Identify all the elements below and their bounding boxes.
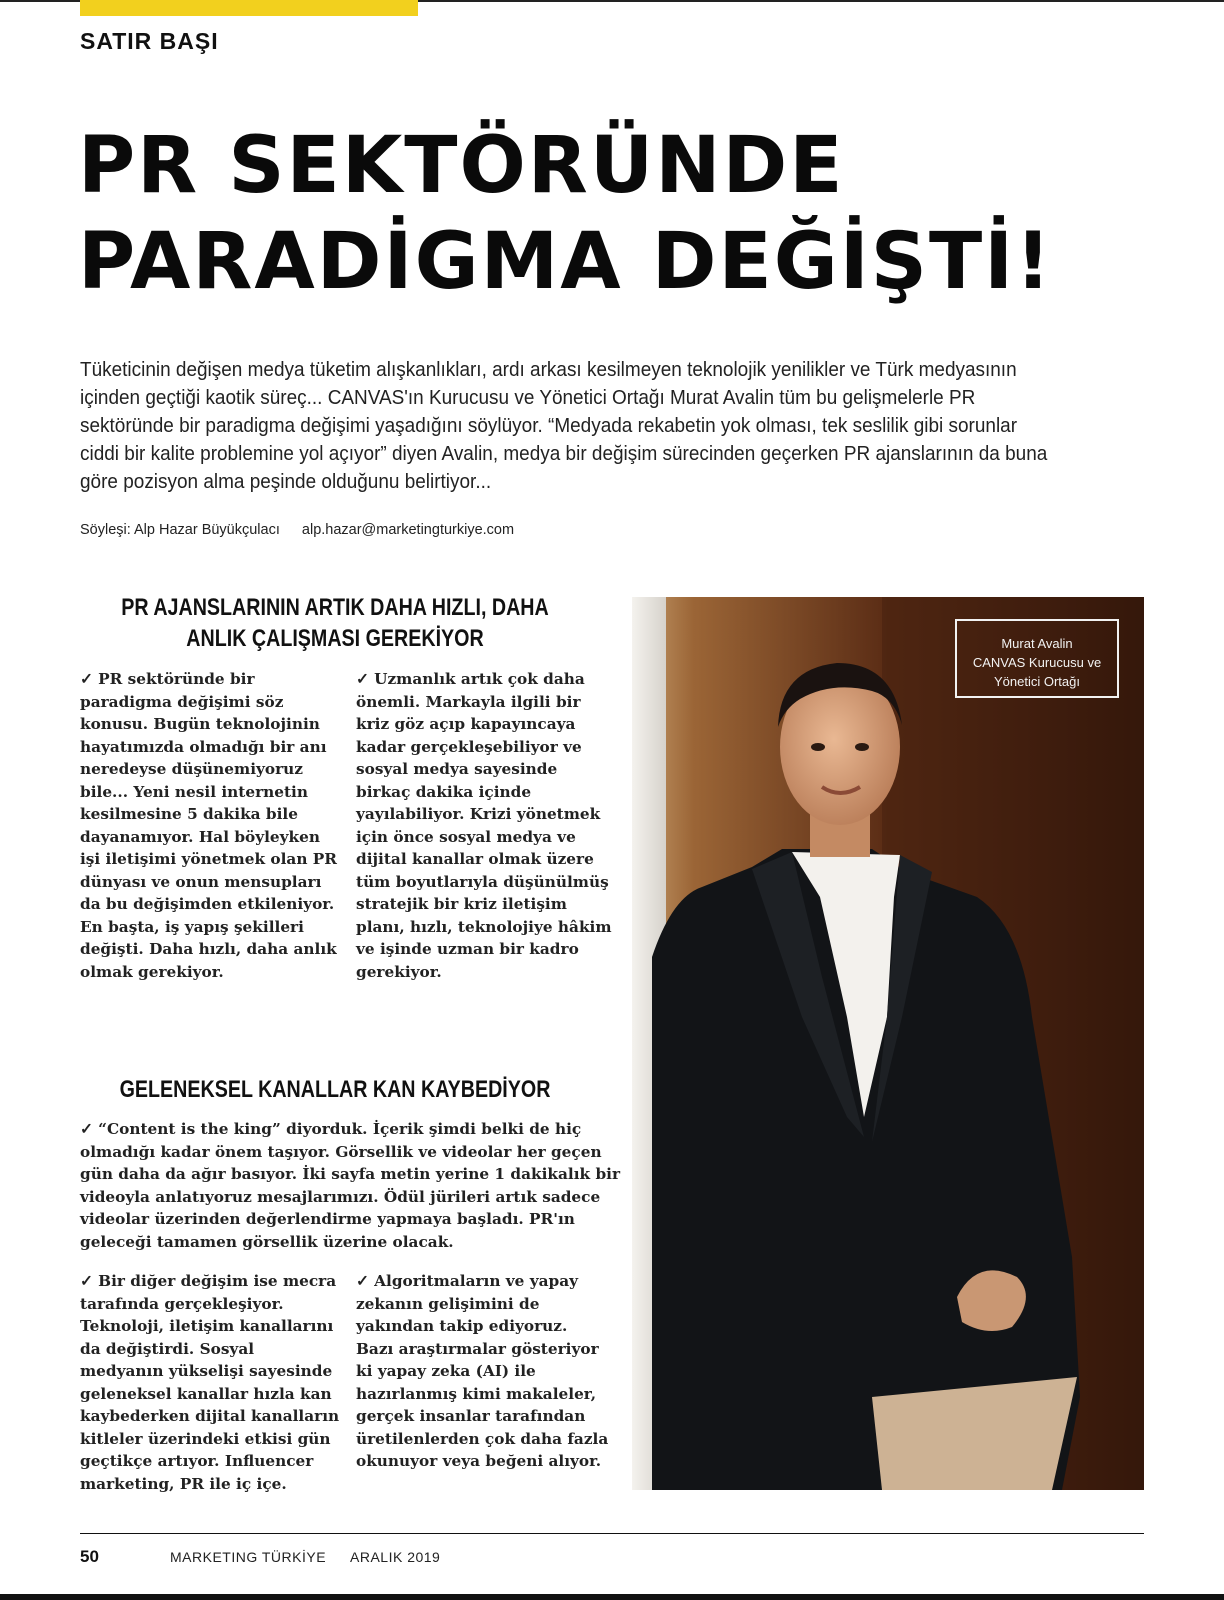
issue-date: ARALIK 2019: [350, 1549, 441, 1565]
text-line: olmadığı kadar önem taşıyor. Görsellik ve videolar her geçen: [80, 1142, 602, 1161]
text-line: En başta, iş yapış şekilleri: [80, 917, 304, 936]
section2-wide-paragraph: [80, 1118, 620, 1253]
caption-line: Murat Avalin: [1001, 636, 1073, 651]
page-number: 50: [80, 1547, 99, 1566]
text-line: kesilmesine 5 dakika bile: [80, 805, 298, 823]
text-line: hazırlanmış kimi makaleler,: [356, 1384, 597, 1403]
text-line: geleneksel kanallar hızla kan: [80, 1384, 332, 1403]
text-line: da değiştirdi. Sosyal: [80, 1339, 255, 1358]
section2-column-2: [356, 1270, 608, 1473]
text-line: kadar gerçekleşebiliyor ve: [356, 737, 582, 756]
text-line: konusu. Bugün teknolojinin: [80, 715, 320, 733]
headline: [78, 118, 1158, 310]
text-line: geçtikçe artıyor. Influencer: [80, 1452, 314, 1470]
accent-bar: [80, 0, 418, 16]
footer-rule: [80, 1533, 1144, 1534]
text-line: dijital kanallar olmak üzere: [356, 850, 594, 868]
section1-column-2: [356, 668, 612, 983]
text-line: ve işinde uzman bir kadro: [356, 940, 579, 958]
section-label: SATIR BAŞI: [80, 28, 219, 54]
text-line: yayılabiliyor. Krizi yönetmek: [356, 805, 601, 823]
text-line: gerçek insanlar tarafından: [356, 1407, 586, 1425]
text-line: ki yapay zeka (AI) ile: [356, 1362, 536, 1380]
photo-caption: [955, 619, 1119, 698]
text-line: olmak gerekiyor.: [80, 962, 224, 981]
bottom-edge: [0, 1594, 1224, 1600]
text-line: işi iletişimi yönetmek olan PR: [80, 850, 337, 868]
text-line: değişti. Daha hızlı, daha anlık: [80, 940, 337, 958]
subheading-traditional-channels: [93, 1074, 577, 1105]
text-line: gün daha da ağır basıyor. İki sayfa metin yerine 1 dakikalık bir: [80, 1165, 621, 1183]
text-line: yakından takip ediyoruz.: [356, 1317, 568, 1335]
text-line: kriz göz açıp kapayıncaya: [356, 715, 576, 733]
byline-email[interactable]: alp.hazar@marketingturkiye.com: [301, 522, 515, 538]
text-line: ✓ “Content is the king” diyorduk. İçerik şimdi belki de hiç: [80, 1120, 582, 1138]
text-line: dayanamıyor. Hal böyleyken: [80, 827, 321, 846]
text-line: için önce sosyal medya ve: [356, 827, 576, 846]
text-line: videolar üzerinden değerlendirme yapmaya başladı. PR'ın: [80, 1210, 575, 1228]
caption-line: Yönetici Ortağı: [994, 674, 1080, 689]
text-line: zekanın gelişimini de: [356, 1294, 540, 1313]
text-line: geleceği tamamen görsellik üzerine olacak.: [80, 1232, 454, 1251]
text-line: gerekiyor.: [356, 962, 442, 981]
text-line: videoyla anlatıyoruz mesajlarımızı. Ödül jürileri artık sadece: [80, 1187, 601, 1206]
text-line: Teknoloji, iletişim kanallarını: [80, 1317, 334, 1335]
text-line: medyanın yükselişi sayesinde: [80, 1362, 333, 1380]
text-line: birkaç dakika içinde: [356, 782, 532, 801]
text-line: paradigma değişimi söz: [80, 692, 284, 711]
text-line: okunuyor veya beğeni alıyor.: [356, 1452, 602, 1470]
text-line: ✓ Algoritmaların ve yapay: [356, 1272, 579, 1290]
section1-column-1: [80, 668, 337, 983]
caption-line: CANVAS Kurucusu ve: [972, 655, 1102, 670]
text-line: Bazı araştırmalar gösteriyor: [356, 1339, 599, 1358]
intro-paragraph: Tüketicinin değişen medya tüketim alışkanlıkları, ardı arkası kesilmeyen teknolojik yenilikler ve Türk medyasının içinden geçtiği kaotik süreç... CANVAS'ın Kurucusu ve Yönetici Ortağı Murat Avalin tüm bu gelişmelerle PR sektöründe bir paradigma değişimi yaşadığını söylüyor. “Medyada rekabetin yok olması, tek seslilik gibi sorunlar ciddi bir kalite problemine yol açıyor” diyen Avalin, medya bir değişim sürecinden geçerken PR ajanslarının da buna göre pozisyon alma peşinde olduğunu belirtiyor...: [80, 359, 1048, 493]
subheading-pr-agencies: [93, 592, 577, 654]
subheading-line: ANLIK ÇALIŞMASI GEREKİYOR: [186, 625, 484, 652]
portrait-illustration: [632, 597, 1144, 1490]
subheading-line: GELENEKSEL KANALLAR KAN KAYBEDİYOR: [119, 1076, 551, 1103]
text-line: ✓ PR sektöründe bir: [80, 670, 255, 688]
byline-interviewer: Söyleşi: Alp Hazar Büyükçulacı: [80, 522, 280, 538]
section2-column-1: [80, 1270, 339, 1495]
portrait-photo: [632, 597, 1144, 1490]
text-line: önemli. Markayla ilgili bir: [356, 692, 581, 711]
text-line: ✓ Bir diğer değişim ise mecra: [80, 1272, 337, 1290]
text-line: neredeyse düşünemiyoruz: [80, 760, 303, 778]
headline-line-1: PR SEKTÖRÜNDE: [78, 121, 845, 211]
text-line: stratejik bir kriz iletişim: [356, 895, 567, 913]
text-line: da bu değişimden etkileniyor.: [80, 895, 335, 913]
text-line: ✓ Uzmanlık artık çok daha: [356, 670, 585, 688]
text-line: kitleler üzerindeki etkisi gün: [80, 1429, 331, 1448]
text-line: sosyal medya sayesinde: [356, 760, 558, 778]
headline-line-2: PARADİGMA DEĞİŞTİ!: [78, 217, 1053, 307]
byline: [80, 522, 514, 538]
text-line: tüm boyutlarıyla düşünülmüş: [356, 872, 609, 891]
text-line: bile... Yeni nesil internetin: [80, 782, 308, 801]
text-line: marketing, PR ile iç içe.: [80, 1474, 287, 1493]
text-line: üretilenlerden çok daha fazla: [356, 1429, 609, 1448]
text-line: dünyası ve onun mensupları: [80, 872, 322, 891]
text-line: kaybederken dijital kanalların: [80, 1407, 340, 1425]
subheading-line: PR AJANSLARININ ARTIK DAHA HIZLI, DAHA: [121, 594, 549, 621]
text-line: hayatımızda olmadığı bir anı: [80, 737, 327, 756]
text-line: tarafında gerçekleşiyor.: [80, 1294, 284, 1313]
magazine-name: MARKETING TÜRKİYE: [170, 1549, 327, 1565]
text-line: planı, hızlı, teknolojiye hâkim: [356, 917, 612, 936]
